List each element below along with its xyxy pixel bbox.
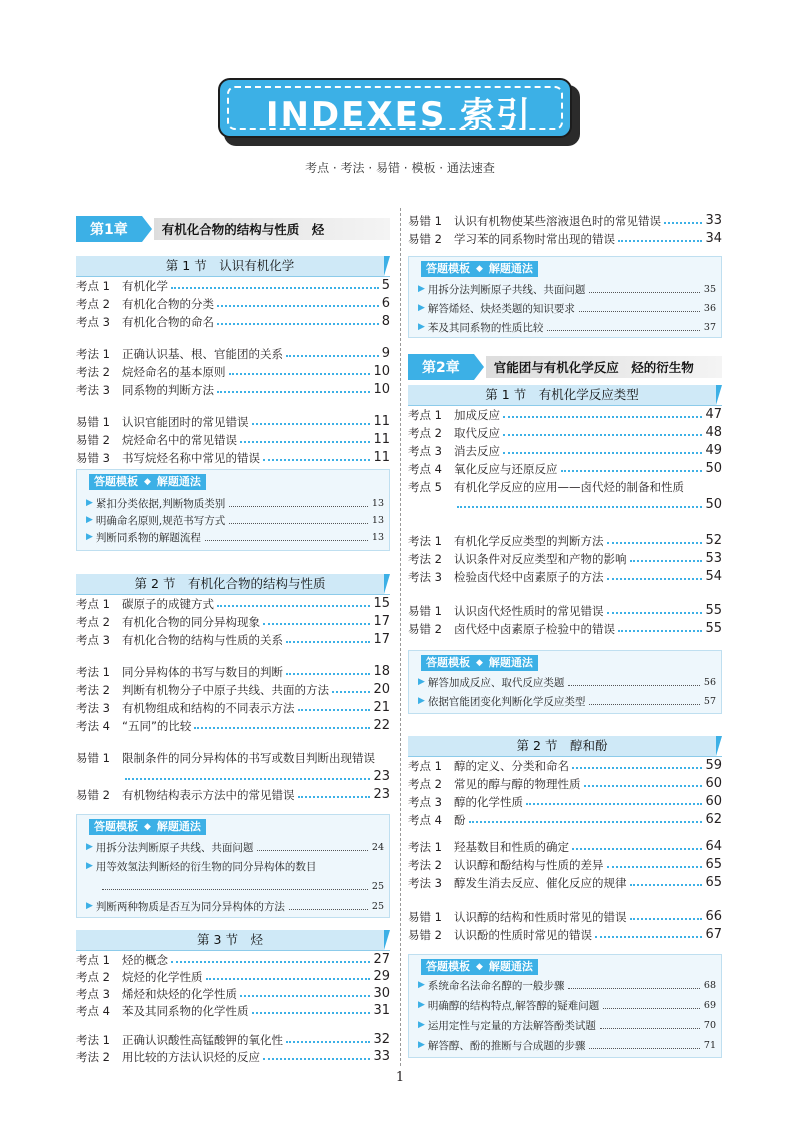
toc-entry[interactable]: [76, 985, 390, 1002]
entry-page: 27: [373, 952, 390, 967]
entry-label: 考点 3: [76, 632, 110, 647]
template-item-text: 解答醇、酚的推断与合成题的步骤: [427, 1039, 586, 1052]
template-item-text: 苯及其同系物的性质比较: [427, 321, 544, 334]
entry-page: 17: [373, 614, 390, 629]
arrow-icon: ▶: [86, 515, 93, 525]
template-item[interactable]: [418, 319, 716, 335]
toc-entry[interactable]: [408, 757, 722, 774]
entry-page: 64: [705, 839, 722, 854]
template-box: 答题模板 ◆ 解题通法: [408, 650, 722, 714]
chapter-badge: 第1章: [76, 216, 142, 242]
entry-text: 有机物组成和结构的不同表示方法: [122, 700, 295, 715]
toc-entry[interactable]: [76, 786, 390, 803]
entry-text: 醇发生消去反应、催化反应的规律: [454, 875, 627, 890]
entry-label: 考法 3: [76, 700, 110, 715]
section-title: 第 1 节 认识有机化学: [76, 256, 384, 276]
entry-label: 考点 2: [408, 776, 442, 791]
entry-label: 考点 1: [76, 952, 110, 967]
entry-page: 23: [373, 787, 390, 802]
section-header[interactable]: [76, 930, 390, 952]
entry-label: 易错 1: [408, 603, 442, 618]
toc-entry[interactable]: [76, 631, 390, 648]
template-item-text: 判断同系物的解题流程: [95, 531, 201, 544]
entry-page: 11: [373, 432, 390, 447]
template-item[interactable]: [418, 281, 716, 297]
entry-text: 判断有机物分子中原子共线、共面的方法: [122, 682, 329, 697]
entry-page: 11: [373, 450, 390, 465]
entry-page: 21: [373, 700, 390, 715]
template-item-page: 68: [703, 979, 716, 991]
entry-page: 52: [705, 533, 722, 548]
entry-label: 考法 1: [76, 1032, 110, 1047]
entry-label: 易错 2: [76, 787, 110, 802]
entry-label: 考点 3: [76, 986, 110, 1001]
arrow-icon: ▶: [418, 284, 425, 294]
template-item-text: 明确醇的结构特点,解答醇的疑难问题: [427, 999, 600, 1012]
toc-entry[interactable]: [76, 345, 390, 362]
template-item[interactable]: [86, 529, 384, 545]
template-item-page: 35: [703, 283, 716, 295]
toc-entry[interactable]: [76, 681, 390, 698]
toc-entry[interactable]: [76, 431, 390, 448]
entry-label: 考点 2: [76, 296, 110, 311]
toc-entry[interactable]: [76, 968, 390, 985]
toc-entry[interactable]: [408, 478, 722, 495]
entry-page: 22: [373, 718, 390, 733]
entry-label: 考点 2: [408, 425, 442, 440]
arrow-icon: ▶: [418, 1020, 425, 1030]
toc-entry[interactable]: [76, 1048, 390, 1065]
entry-text: 烷烃的化学性质: [122, 969, 203, 984]
toc-entry[interactable]: [408, 874, 722, 891]
toc-entry[interactable]: [408, 532, 722, 549]
entry-page: 54: [705, 569, 722, 584]
toc-entry[interactable]: [76, 613, 390, 630]
template-item-page: 36: [703, 302, 716, 314]
section-title: 第 1 节 有机化学反应类型: [408, 385, 716, 405]
entry-text: 认识醇和酚结构与性质的差异: [454, 857, 604, 872]
entry-text: 认识醇的结构和性质时常见的错误: [454, 909, 627, 924]
method-label: 解题通法: [484, 655, 538, 671]
template-item[interactable]: [418, 300, 716, 316]
entry-label: 易错 1: [408, 213, 442, 228]
template-box: 答题模板 ◆ 解题通法: [408, 256, 722, 338]
entry-page: 50: [705, 461, 722, 476]
entry-label: 考点 1: [408, 407, 442, 422]
entry-text: 有机物结构表示方法中的常见错误: [122, 787, 295, 802]
template-item[interactable]: [86, 858, 384, 874]
toc-entry[interactable]: [76, 277, 390, 294]
entry-page: 9: [381, 346, 390, 361]
method-label: 解题通法: [484, 959, 538, 975]
template-item-text: 判断两种物质是否互为同分异构体的方法: [95, 900, 285, 913]
entry-page: 49: [705, 443, 722, 458]
template-box: 答题模板 ◆ 解题通法: [76, 814, 390, 918]
toc-entry-continuation[interactable]: [454, 496, 722, 513]
template-item-page: 24: [371, 841, 384, 853]
chapter-title: 有机化合物的结构与性质 烃: [154, 218, 390, 240]
entry-text: 烃的概念: [122, 952, 168, 967]
entry-label: 考点 1: [408, 758, 442, 773]
toc-entry[interactable]: [76, 1031, 390, 1048]
entry-text: 检验卤代烃中卤素原子的方法: [454, 569, 604, 584]
entry-page: 6: [381, 296, 390, 311]
template-item[interactable]: [86, 495, 384, 511]
entry-text: 有机化合物的分类: [122, 296, 214, 311]
template-item[interactable]: [418, 977, 716, 993]
entry-page: 5: [381, 278, 390, 293]
entry-text: 有机化学反应类型的判断方法: [454, 533, 604, 548]
entry-page: 48: [705, 425, 722, 440]
entry-text: 醇的定义、分类和命名: [454, 758, 569, 773]
toc-entry[interactable]: [408, 838, 722, 855]
entry-page: 33: [705, 213, 722, 228]
entry-text: 碳原子的成键方式: [122, 596, 214, 611]
entry-label: 考法 2: [408, 551, 442, 566]
entry-text: 取代反应: [454, 425, 500, 440]
entry-label: 易错 2: [408, 927, 442, 942]
template-item-text: 用拆分法判断原子共线、共面问题: [95, 841, 254, 854]
template-item-page: 37: [703, 321, 716, 333]
toc-entry-continuation[interactable]: [122, 768, 390, 785]
entry-page: 65: [705, 875, 722, 890]
entry-text: 酚: [454, 812, 466, 827]
entry-label: 易错 2: [408, 621, 442, 636]
section-header[interactable]: [76, 574, 390, 596]
section-title: 第 2 节 有机化合物的结构与性质: [76, 574, 384, 594]
entry-text: 限制条件的同分异构体的书写或数目判断出现错误: [122, 750, 375, 765]
entry-label: 易错 1: [76, 414, 110, 429]
entry-page: 32: [373, 1032, 390, 1047]
entry-text: 学习苯的同系物时常出现的错误: [454, 231, 615, 246]
template-item[interactable]: [86, 898, 384, 914]
toc-entry[interactable]: [76, 595, 390, 612]
entry-page: 47: [705, 407, 722, 422]
entry-label: 考法 2: [76, 364, 110, 379]
template-item-page: 13: [371, 514, 384, 526]
toc-entry[interactable]: [76, 717, 390, 734]
template-label: 答题模板: [89, 819, 143, 835]
entry-page: 60: [705, 776, 722, 791]
entry-label: 考点 4: [408, 812, 442, 827]
template-item-page: 56: [703, 676, 716, 688]
entry-text: 烷烃命名的基本原则: [122, 364, 226, 379]
entry-text: 羟基数目和性质的确定: [454, 839, 569, 854]
entry-text: 正确认识酸性高锰酸钾的氧化性: [122, 1032, 283, 1047]
template-item-page: 57: [703, 695, 716, 707]
entry-page: 66: [705, 909, 722, 924]
template-item-page: 71: [703, 1039, 716, 1051]
section-header[interactable]: [76, 256, 390, 278]
toc-entry[interactable]: [408, 856, 722, 873]
arrow-icon: ▶: [418, 1040, 425, 1050]
entry-label: 考法 2: [76, 1049, 110, 1064]
template-item[interactable]: [418, 693, 716, 709]
chapter-2-header[interactable]: [408, 354, 722, 380]
arrow-icon: ▶: [418, 303, 425, 313]
template-box: 答题模板 ◆ 解题通法: [76, 469, 390, 551]
entry-text: 同系物的判断方法: [122, 382, 214, 397]
entry-page: 62: [705, 812, 722, 827]
template-item[interactable]: [418, 674, 716, 690]
arrow-icon: ▶: [86, 842, 93, 852]
template-label: 答题模板: [421, 261, 475, 277]
column-divider: [400, 208, 401, 1066]
toc-entry[interactable]: [408, 424, 722, 441]
entry-text: 有机化合物的命名: [122, 314, 214, 329]
toc-entry[interactable]: [76, 699, 390, 716]
template-label: 答题模板: [89, 474, 143, 490]
template-item-page: 25: [371, 880, 384, 892]
page-number: 1: [395, 1070, 405, 1085]
entry-text: 加成反应: [454, 407, 500, 422]
toc-entry[interactable]: [408, 568, 722, 585]
entry-page: 10: [373, 364, 390, 379]
toc-entry[interactable]: [408, 926, 722, 943]
entry-text: 氧化反应与还原反应: [454, 461, 558, 476]
entry-page: 8: [381, 314, 390, 329]
toc-entry[interactable]: [76, 749, 390, 766]
chapter-title: 官能团与有机化学反应 烃的衍生物: [486, 356, 722, 378]
entry-label: 易错 3: [76, 450, 110, 465]
entry-text: 苯及其同系物的化学性质: [122, 1003, 249, 1018]
template-item-text: 系统命名法命名醇的一般步骤: [427, 979, 565, 992]
toc-entry[interactable]: [408, 811, 722, 828]
subtitle: 考点 · 考法 · 易错 · 模板 · 通法速查: [305, 161, 495, 175]
template-item-page: 69: [703, 999, 716, 1011]
entry-label: 考法 3: [76, 382, 110, 397]
entry-label: 考法 4: [76, 718, 110, 733]
toc-entry[interactable]: [408, 230, 722, 247]
template-item[interactable]: [418, 1037, 716, 1053]
entry-page: 31: [373, 1003, 390, 1018]
entry-text: 烷烃命名中的常见错误: [122, 432, 237, 447]
banner-title: INDEXES 索引: [265, 95, 533, 135]
entry-page: 60: [705, 794, 722, 809]
entry-label: 考法 1: [408, 533, 442, 548]
arrow-icon: ▶: [86, 861, 93, 871]
toc-entry[interactable]: [76, 951, 390, 968]
toc-entry[interactable]: [76, 663, 390, 680]
entry-label: 易错 2: [76, 432, 110, 447]
entry-label: 考点 2: [76, 969, 110, 984]
entry-label: 考法 2: [76, 682, 110, 697]
entry-label: 考点 1: [76, 278, 110, 293]
entry-text: 消去反应: [454, 443, 500, 458]
section-header[interactable]: [408, 385, 722, 407]
entry-page: 59: [705, 758, 722, 773]
toc-entry[interactable]: [408, 460, 722, 477]
template-item-text: 紧扣分类依据,判断物质类别: [95, 497, 226, 510]
template-item-text: 解答烯烃、炔烃类题的知识要求: [427, 302, 575, 315]
entry-label: 考点 5: [408, 479, 442, 494]
toc-entry[interactable]: [408, 602, 722, 619]
toc-entry[interactable]: [76, 295, 390, 312]
entry-page: 65: [705, 857, 722, 872]
template-item-page: 25: [371, 900, 384, 912]
toc-entry[interactable]: [408, 550, 722, 567]
entry-label: 考法 1: [76, 346, 110, 361]
entry-text: 认识官能团时的常见错误: [122, 414, 249, 429]
entry-label: 考法 1: [76, 664, 110, 679]
entry-page: 10: [373, 382, 390, 397]
entry-label: 考法 1: [408, 839, 442, 854]
entry-label: 考点 3: [408, 794, 442, 809]
entry-page: 29: [373, 969, 390, 984]
entry-label: 考法 3: [408, 569, 442, 584]
entry-text: 有机化学: [122, 278, 168, 293]
entry-page: 67: [705, 927, 722, 942]
index-banner: [218, 78, 580, 146]
entry-label: 考点 4: [408, 461, 442, 476]
entry-page: 34: [705, 231, 722, 246]
entry-page: 33: [373, 1049, 390, 1064]
entry-text: 卤代烃中卤素原子检验中的错误: [454, 621, 615, 636]
chapter-1-header[interactable]: [76, 216, 390, 242]
entry-label: 易错 1: [408, 909, 442, 924]
toc-entry[interactable]: [76, 313, 390, 330]
toc-entry[interactable]: [76, 449, 390, 466]
template-item-page: 70: [703, 1019, 716, 1031]
toc-entry[interactable]: [408, 442, 722, 459]
arrow-icon: ▶: [418, 696, 425, 706]
toc-entry[interactable]: [408, 620, 722, 637]
arrow-icon: ▶: [86, 532, 93, 542]
entry-label: 考点 3: [408, 443, 442, 458]
entry-text: 认识有机物使某些溶液退色时的常见错误: [454, 213, 661, 228]
method-label: 解题通法: [152, 819, 206, 835]
template-item-text: 用拆分法判断原子共线、共面问题: [427, 283, 586, 296]
entry-text: 认识卤代烃性质时的常见错误: [454, 603, 604, 618]
template-item-text: 运用定性与定量的方法解答酚类试题: [427, 1019, 596, 1032]
template-item-page: 13: [371, 531, 384, 543]
entry-page: 55: [705, 603, 722, 618]
section-title: 第 2 节 醇和酚: [408, 736, 716, 756]
entry-text: “五同”的比较: [122, 718, 192, 733]
toc-entry[interactable]: [408, 775, 722, 792]
entry-page: 17: [373, 632, 390, 647]
template-item-text: 明确命名原则,规范书写方式: [95, 514, 226, 527]
toc-entry[interactable]: [76, 1002, 390, 1019]
entry-label: 考点 1: [76, 596, 110, 611]
template-box: 答题模板 ◆ 解题通法: [408, 954, 722, 1058]
entry-text: 认识酚的性质时常见的错误: [454, 927, 592, 942]
entry-text: 同分异构体的书写与数目的判断: [122, 664, 283, 679]
template-item-text: 依据官能团变化判断化学反应类型: [427, 695, 586, 708]
entry-text: 醇的化学性质: [454, 794, 523, 809]
entry-text: 有机化合物的结构与性质的关系: [122, 632, 283, 647]
method-label: 解题通法: [152, 474, 206, 490]
toc-entry[interactable]: [408, 406, 722, 423]
entry-text: 有机化合物的同分异构现象: [122, 614, 260, 629]
entry-page: 20: [373, 682, 390, 697]
template-item[interactable]: [86, 839, 384, 855]
arrow-icon: ▶: [418, 980, 425, 990]
entry-label: 考点 2: [76, 614, 110, 629]
template-item[interactable]: [86, 512, 384, 528]
entry-label: 考点 3: [76, 314, 110, 329]
template-item[interactable]: [418, 1017, 716, 1033]
section-header[interactable]: [408, 736, 722, 758]
entry-label: 易错 1: [76, 750, 110, 765]
template-item-text: 用等效氢法判断烃的衍生物的同分异构体的数目: [95, 860, 317, 873]
entry-page: 15: [373, 596, 390, 611]
entry-text: 烯烃和炔烃的化学性质: [122, 986, 237, 1001]
entry-page: 55: [705, 621, 722, 636]
entry-page: 23: [373, 769, 390, 784]
entry-page: 11: [373, 414, 390, 429]
entry-label: 考点 4: [76, 1003, 110, 1018]
toc-entry[interactable]: [76, 381, 390, 398]
entry-text: 常见的醇与醇的物理性质: [454, 776, 581, 791]
entry-page: 50: [705, 497, 722, 512]
entry-page: 18: [373, 664, 390, 679]
template-item-continuation[interactable]: [98, 878, 384, 894]
template-item[interactable]: [418, 997, 716, 1013]
entry-page: 30: [373, 986, 390, 1001]
chapter-badge: 第2章: [408, 354, 474, 380]
template-label: 答题模板: [421, 655, 475, 671]
template-label: 答题模板: [421, 959, 475, 975]
entry-label: 考法 2: [408, 857, 442, 872]
arrow-icon: ▶: [418, 1000, 425, 1010]
arrow-icon: ▶: [86, 901, 93, 911]
entry-text: 用比较的方法认识烃的反应: [122, 1049, 260, 1064]
entry-text: 认识条件对反应类型和产物的影响: [454, 551, 627, 566]
entry-label: 易错 2: [408, 231, 442, 246]
toc-entry[interactable]: [408, 908, 722, 925]
arrow-icon: ▶: [86, 498, 93, 508]
arrow-icon: ▶: [418, 677, 425, 687]
entry-page: 53: [705, 551, 722, 566]
toc-entry[interactable]: [408, 793, 722, 810]
toc-entry[interactable]: [76, 413, 390, 430]
entry-text: 正确认识基、根、官能团的关系: [122, 346, 283, 361]
arrow-icon: ▶: [418, 322, 425, 332]
entry-label: 考法 3: [408, 875, 442, 890]
section-title: 第 3 节 烃: [76, 930, 384, 950]
toc-entry[interactable]: [76, 363, 390, 380]
toc-entry[interactable]: [408, 212, 722, 229]
entry-text: 有机化学反应的应用——卤代烃的制备和性质: [454, 479, 684, 494]
template-item-text: 解答加成反应、取代反应类题: [427, 676, 565, 689]
entry-text: 书写烷烃名称中常见的错误: [122, 450, 260, 465]
method-label: 解题通法: [484, 261, 538, 277]
template-item-page: 13: [371, 497, 384, 509]
